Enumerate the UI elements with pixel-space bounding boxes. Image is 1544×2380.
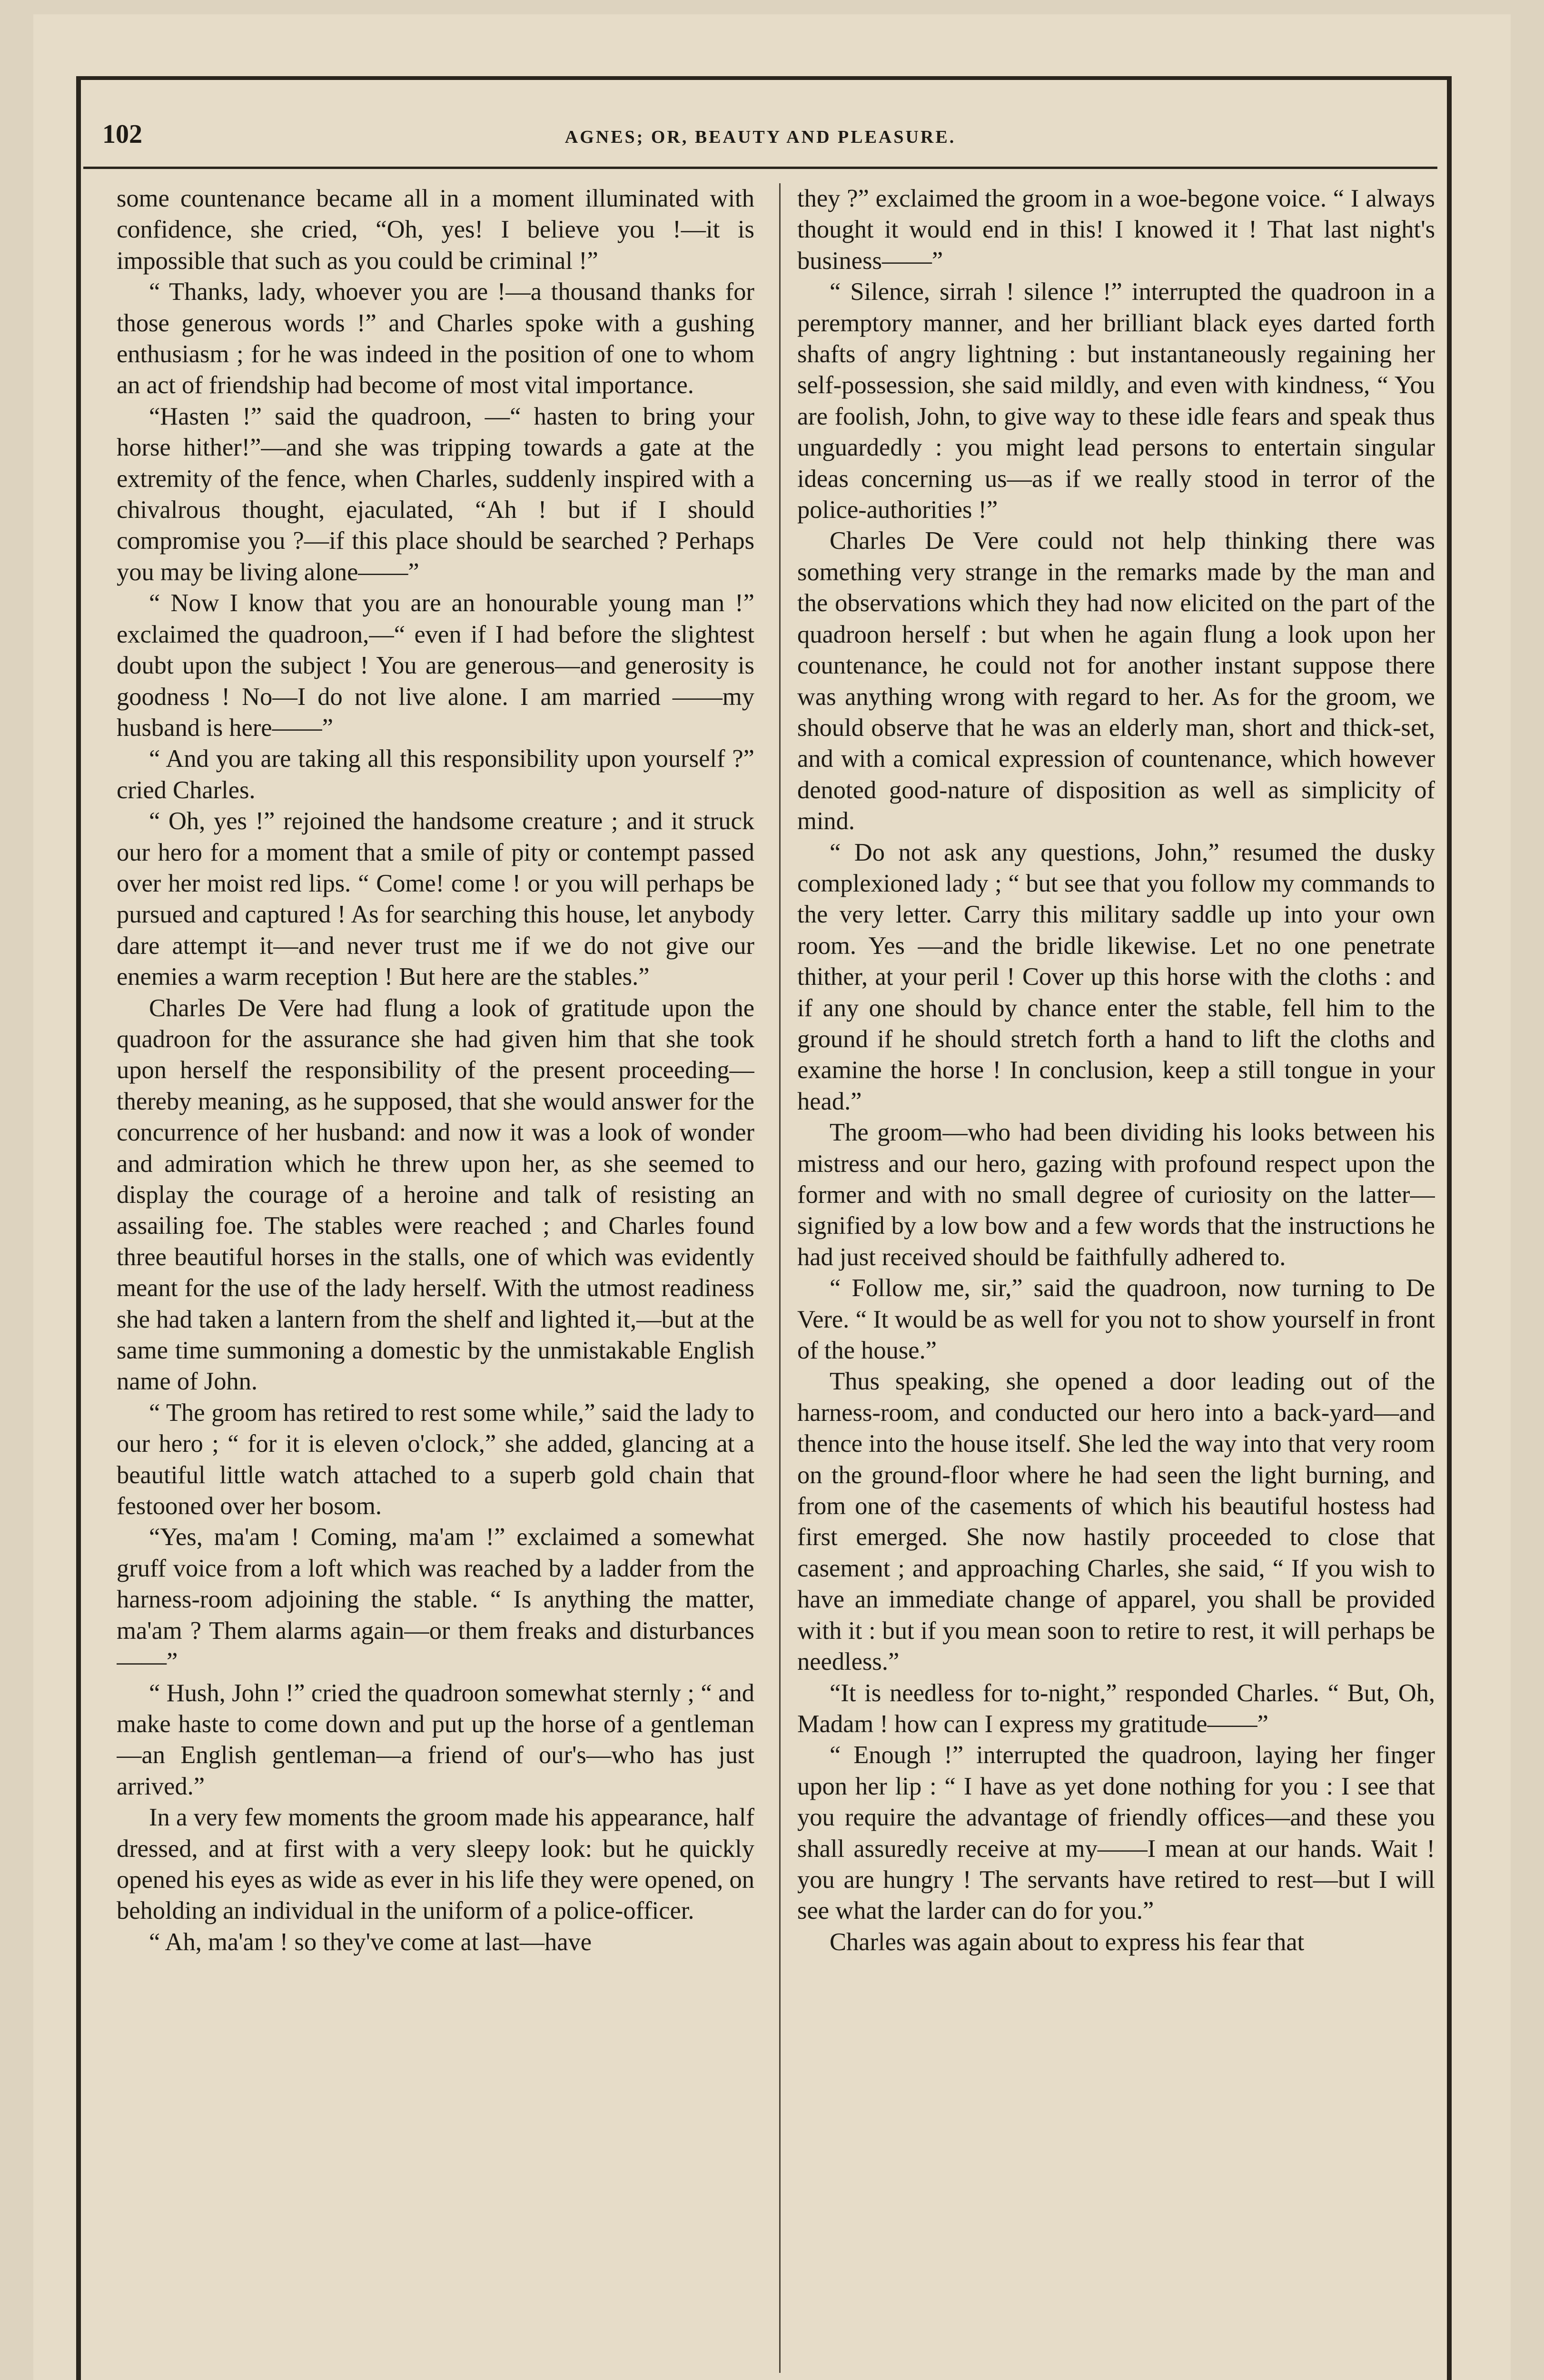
paragraph: some countenance became all in a moment illuminated with confidence, she cried, “Oh, yes! I believe you !—it is impossible that such as you could be criminal !” — [117, 185, 754, 275]
paragraph: “ Oh, yes !” rejoined the handsome creature ; and it struck our hero for a moment that a smile of pity or contempt passed over her moist red lips. “ Come! come ! or you will perhaps be pursued and captured ! As for searching this house, let anybody dare attempt it—and never trust me if we do not give our enemies a warm reception ! But here are the stables.” — [117, 807, 754, 991]
paragraph: Thus speaking, she opened a door leading out of the harness-room, and conducted our hero into a back-yard—and thence into the house itself. She led the way into that very room on the ground-floor where he had seen the light burning, and from one of the casements of which his beautiful hostess had first emerged. She now hastily proceeded to close that casement ; and approaching Charles, she said, “ If you wish to have an immediate change of apparel, you shall be provided with it : but if you mean soon to retire to rest, it will perhaps be needless.” — [797, 1368, 1435, 1676]
paragraph: “ Thanks, lady, whoever you are !—a thousand thanks for those generous words !” and Charles spoke with a gushing enthusiasm ; for he was indeed in the position of one to whom an act of friendship had become of most vital importance. — [117, 278, 754, 399]
paragraph: “ Do not ask any questions, John,” resumed the dusky complexioned lady ; “ but see that you follow my commands to the very letter. Carry this military saddle up into your own room. Yes —and the bridle likewise. Let no one penetrate thither, at your peril ! Cover up this horse with the cloths : and if any one should by chance enter the stable, fell him to the ground if he should stretch forth a hand to lift the cloths and examine the horse ! In conclusion, keep a still tongue in your head.” — [797, 838, 1435, 1115]
paragraph: “ Enough !” interrupted the quadroon, laying her finger upon her lip : “ I have as yet done nothing for you : I see that you require the advantage of friendly offices—and these you shall assuredly receive at my——I mean at our hands. Wait ! you are hungry ! The servants have retired to rest—but I will see what the larder can do for you.” — [797, 1741, 1435, 1925]
paragraph: In a very few moments the groom made his appearance, half dressed, and at first with a very sleepy look: but he quickly opened his eyes as wide as ever in his life they were opened, on beholding an individual in the uniform of a police-officer. — [117, 1804, 754, 1925]
paragraph: “ The groom has retired to rest some while,” said the lady to our hero ; “ for it is eleven o'clock,” she added, glancing at a beautiful little watch attached to a superb gold chain that festooned over her bosom. — [117, 1398, 754, 1520]
page-number: 102 — [102, 119, 142, 149]
paragraph: they ?” exclaimed the groom in a woe-begone voice. “ I always thought it would end in this! I knowed it ! That last night's business——” — [797, 185, 1435, 275]
paragraph: The groom—who had been dividing his looks between his mistress and our hero, gazing with profound respect upon the former and with no small degree of curiosity on the latter—signified by a low bow and a few words that the instructions he had just received should be faithfully adhered to. — [797, 1119, 1435, 1271]
paragraph: “It is needless for to-night,” responded Charles. “ But, Oh, Madam ! how can I express my gratitude——” — [797, 1679, 1435, 1738]
right-column — [797, 183, 1435, 2373]
paragraph: Charles De Vere could not help thinking there was something very strange in the remarks made by the man and the observations which they had now elicited on the part of the quadroon herself : but when he again flung a look upon her countenance, he could not for another instant suppose there was anything wrong with regard to her. As for the groom, we should observe that he was an elderly man, short and thick-set, and with a comical expression of countenance, which however denoted good-nature of disposition as well as simplicity of mind. — [797, 527, 1435, 835]
paragraph: Charles was again about to express his fear that — [830, 1928, 1305, 1956]
paragraph: “ Now I know that you are an honourable young man !” exclaimed the quadroon,—“ even if I had before the slightest doubt upon the subject ! You are generous—and generosity is goodness ! No—I do not live alone. I am married ——my husband is here——” — [117, 589, 754, 742]
column-divider — [779, 183, 781, 2373]
paragraph: “Hasten !” said the quadroon, —“ hasten to bring your horse hither!”—and she was tripping towards a gate at the extremity of the fence, when Charles, suddenly inspired with a chivalrous thought, ejaculated, “Ah ! but if I should compromise you ?—if this place should be searched ? Perhaps you may be living alone——” — [117, 402, 754, 586]
paragraph: “ Hush, John !” cried the quadroon somewhat sternly ; “ and make haste to come down and put up the horse of a gentleman—an English gentleman—a friend of our's—who has just arrived.” — [117, 1679, 754, 1800]
paragraph: “ And you are taking all this responsibility upon yourself ?” cried Charles. — [117, 745, 754, 804]
paragraph: Charles De Vere had flung a look of gratitude upon the quadroon for the assurance she had given him that she took upon herself the responsibility of the present proceeding—thereby meaning, as he supposed, that she would answer for the concurrence of her husband: and now it was a look of wonder and admiration which he threw upon her, as she seemed to display the courage of a heroine and talk of resisting an assailing foe. The stables were reached ; and Charles found three beautiful horses in the stalls, one of which was evidently meant for the use of the lady herself. With the utmost readiness she had taken a lantern from the shelf and lighted it,—but at the same time summoning a domestic by the unmistakable English name of John. — [117, 994, 754, 1396]
running-title: AGNES; OR, BEAUTY AND PLEASURE. — [564, 127, 956, 147]
left-column — [117, 183, 754, 2373]
paragraph: “ Follow me, sir,” said the quadroon, now turning to De Vere. “ It would be as well for you not to show yourself in front of the house.” — [797, 1274, 1435, 1365]
paragraph: “ Ah, ma'am ! so they've come at last—have — [149, 1928, 592, 1956]
page-header — [83, 109, 1437, 169]
paragraph: “Yes, ma'am ! Coming, ma'am !” exclaimed a somewhat gruff voice from a loft which was reached by a ladder from the harness-room adjoining the stable. “ Is anything the matter, ma'am ? Them alarms again—or them freaks and disturbances——” — [117, 1523, 754, 1676]
paragraph: “ Silence, sirrah ! silence !” interrupted the quadroon in a peremptory manner, and her brilliant black eyes darted forth shafts of angry lightning : but instantaneously regaining her self-possession, she said mildly, and even with kindness, “ You are foolish, John, to give way to these idle fears and speak thus unguardedly : you might lead persons to entertain singular ideas concerning us—as if we really stood in terror of the police-authorities !” — [797, 278, 1435, 524]
